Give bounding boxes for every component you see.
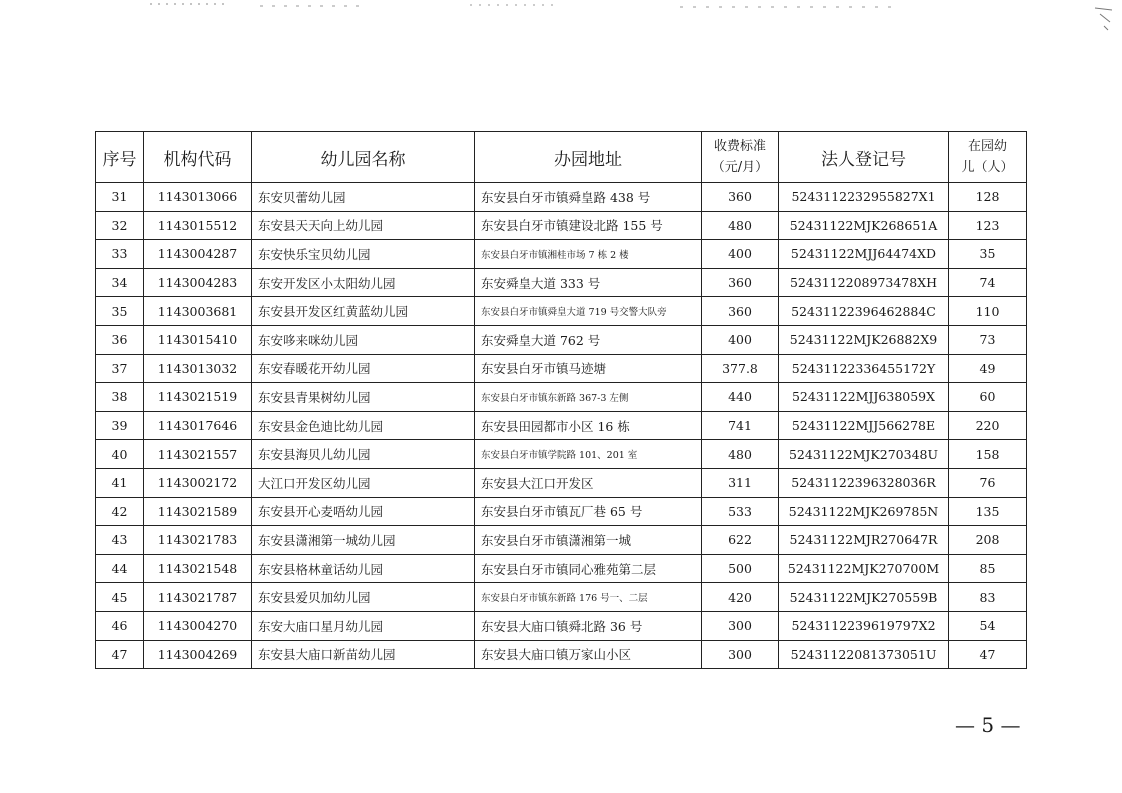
cell-address: 东安舜皇大道 333 号 [475,268,702,297]
cell-kids: 128 [949,183,1027,212]
cell-address: 东安县田园都市小区 16 栋 [475,411,702,440]
cell-name: 东安县开发区红黄蓝幼儿园 [252,297,475,326]
cell-code: 1143015410 [144,325,252,354]
page-number: — 5 — [955,713,1021,737]
cell-fee: 360 [702,183,779,212]
cell-fee: 480 [702,440,779,469]
cell-registration: 52431122396328036R [779,468,949,497]
cell-code: 1143015512 [144,211,252,240]
cell-registration: 52431122MJK268651A [779,211,949,240]
cell-name: 东安县大庙口新苗幼儿园 [252,640,475,669]
cell-address: 东安县大庙口镇舜北路 36 号 [475,611,702,640]
cell-code: 1143013066 [144,183,252,212]
cell-kids: 35 [949,240,1027,269]
cell-fee: 300 [702,640,779,669]
cell-kids: 60 [949,383,1027,412]
cell-kids: 73 [949,325,1027,354]
cell-fee: 360 [702,297,779,326]
cell-name: 东安县海贝儿幼儿园 [252,440,475,469]
header-name: 幼儿园名称 [252,132,475,183]
cell-code: 1143021548 [144,554,252,583]
cell-kids: 220 [949,411,1027,440]
cell-name: 东安春暖花开幼儿园 [252,354,475,383]
table-row [96,640,1027,669]
cell-address: 东安县白牙市镇湘桂市场 7 栋 2 楼 [475,240,702,269]
cell-fee: 400 [702,325,779,354]
cell-code: 1143021519 [144,383,252,412]
header-fee-line1: 收费标准 [713,139,766,154]
header-index: 序号 [96,132,144,183]
cell-index: 34 [96,268,144,297]
cell-name: 东安县开心麦唔幼儿园 [252,497,475,526]
cell-address: 东安县白牙市镇东新路 367-3 左侧 [475,383,702,412]
cell-address: 东安县大庙口镇万家山小区 [475,640,702,669]
cell-kids: 54 [949,611,1027,640]
cell-fee: 420 [702,583,779,612]
cell-name: 东安县金色迪比幼儿园 [252,411,475,440]
cell-address: 东安县白牙市镇学院路 101、201 室 [475,440,702,469]
table-row [96,211,1027,240]
kindergarten-table [95,131,1027,669]
cell-registration: 5243112208973478XH [779,268,949,297]
cell-index: 44 [96,554,144,583]
cell-registration: 52431122MJR270647R [779,526,949,555]
cell-kids: 135 [949,497,1027,526]
cell-index: 32 [96,211,144,240]
table-row [96,183,1027,212]
cell-registration: 52431122MJK270559B [779,583,949,612]
cell-kids: 49 [949,354,1027,383]
cell-code: 1143021557 [144,440,252,469]
scan-edge-marks [0,0,1122,40]
table-row [96,325,1027,354]
cell-kids: 76 [949,468,1027,497]
cell-name: 东安贝蕾幼儿园 [252,183,475,212]
cell-fee: 400 [702,240,779,269]
cell-index: 31 [96,183,144,212]
cell-name: 东安大庙口星月幼儿园 [252,611,475,640]
table-row [96,383,1027,412]
cell-index: 46 [96,611,144,640]
cell-index: 41 [96,468,144,497]
cell-kids: 47 [949,640,1027,669]
header-kids-line2: 儿（人） [961,160,1014,175]
cell-registration: 5243112239619797X2 [779,611,949,640]
cell-code: 1143021589 [144,497,252,526]
table-row [96,554,1027,583]
cell-kids: 110 [949,297,1027,326]
cell-fee: 500 [702,554,779,583]
cell-code: 1143004269 [144,640,252,669]
cell-code: 1143021787 [144,583,252,612]
header-kids [949,132,1027,183]
cell-registration: 52431122MJJ566278E [779,411,949,440]
table-header-row [96,132,1027,183]
cell-address: 东安县白牙市镇潇湘第一城 [475,526,702,555]
cell-name: 东安哆来咪幼儿园 [252,325,475,354]
cell-fee: 741 [702,411,779,440]
table-row [96,611,1027,640]
cell-index: 43 [96,526,144,555]
cell-index: 37 [96,354,144,383]
cell-index: 35 [96,297,144,326]
cell-fee: 360 [702,268,779,297]
cell-code: 1143003681 [144,297,252,326]
cell-name: 东安县天天向上幼儿园 [252,211,475,240]
cell-registration: 52431122MJK26882X9 [779,325,949,354]
header-registration: 法人登记号 [779,132,949,183]
cell-registration: 52431122396462884C [779,297,949,326]
cell-address: 东安县大江口开发区 [475,468,702,497]
cell-index: 47 [96,640,144,669]
cell-address: 东安县白牙市镇建设北路 155 号 [475,211,702,240]
cell-index: 39 [96,411,144,440]
cell-registration: 5243112232955827X1 [779,183,949,212]
cell-name: 东安开发区小太阳幼儿园 [252,268,475,297]
cell-registration: 52431122MJK270700M [779,554,949,583]
header-fee-line2: （元/月） [711,160,769,175]
header-fee [702,132,779,183]
cell-address: 东安县白牙市镇舜皇路 438 号 [475,183,702,212]
cell-fee: 622 [702,526,779,555]
table-row [96,297,1027,326]
cell-fee: 311 [702,468,779,497]
cell-code: 1143021783 [144,526,252,555]
cell-address: 东安舜皇大道 762 号 [475,325,702,354]
cell-address: 东安县白牙市镇瓦厂巷 65 号 [475,497,702,526]
cell-address: 东安县白牙市镇马迹塘 [475,354,702,383]
table-row [96,411,1027,440]
cell-index: 38 [96,383,144,412]
cell-kids: 123 [949,211,1027,240]
header-address: 办园地址 [475,132,702,183]
cell-address: 东安县白牙市镇舜皇大道 719 号交警大队旁 [475,297,702,326]
cell-index: 45 [96,583,144,612]
cell-code: 1143017646 [144,411,252,440]
table-row [96,440,1027,469]
cell-registration: 52431122081373051U [779,640,949,669]
cell-fee: 533 [702,497,779,526]
header-code: 机构代码 [144,132,252,183]
table-row [96,583,1027,612]
cell-code: 1143004283 [144,268,252,297]
cell-code: 1143004287 [144,240,252,269]
cell-address: 东安县白牙市镇东新路 176 号一、二层 [475,583,702,612]
cell-fee: 377.8 [702,354,779,383]
table-row [96,354,1027,383]
cell-name: 东安县爱贝加幼儿园 [252,583,475,612]
cell-code: 1143013032 [144,354,252,383]
cell-name: 东安县格林童话幼儿园 [252,554,475,583]
table-row [96,497,1027,526]
cell-code: 1143002172 [144,468,252,497]
table-row [96,268,1027,297]
cell-index: 33 [96,240,144,269]
cell-index: 40 [96,440,144,469]
cell-index: 36 [96,325,144,354]
cell-name: 大江口开发区幼儿园 [252,468,475,497]
header-kids-line1: 在园幼 [967,139,1007,154]
cell-registration: 52431122MJK270348U [779,440,949,469]
cell-registration: 52431122MJK269785N [779,497,949,526]
cell-address: 东安县白牙市镇同心雅苑第二层 [475,554,702,583]
cell-name: 东安快乐宝贝幼儿园 [252,240,475,269]
cell-registration: 52431122336455172Y [779,354,949,383]
cell-registration: 52431122MJJ64474XD [779,240,949,269]
cell-kids: 74 [949,268,1027,297]
cell-index: 42 [96,497,144,526]
cell-name: 东安县潇湘第一城幼儿园 [252,526,475,555]
cell-kids: 208 [949,526,1027,555]
table-row [96,468,1027,497]
cell-kids: 85 [949,554,1027,583]
cell-kids: 83 [949,583,1027,612]
table-row [96,526,1027,555]
cell-fee: 300 [702,611,779,640]
cell-kids: 158 [949,440,1027,469]
table-row [96,240,1027,269]
cell-fee: 440 [702,383,779,412]
cell-registration: 52431122MJJ638059X [779,383,949,412]
cell-code: 1143004270 [144,611,252,640]
cell-name: 东安县青果树幼儿园 [252,383,475,412]
cell-fee: 480 [702,211,779,240]
